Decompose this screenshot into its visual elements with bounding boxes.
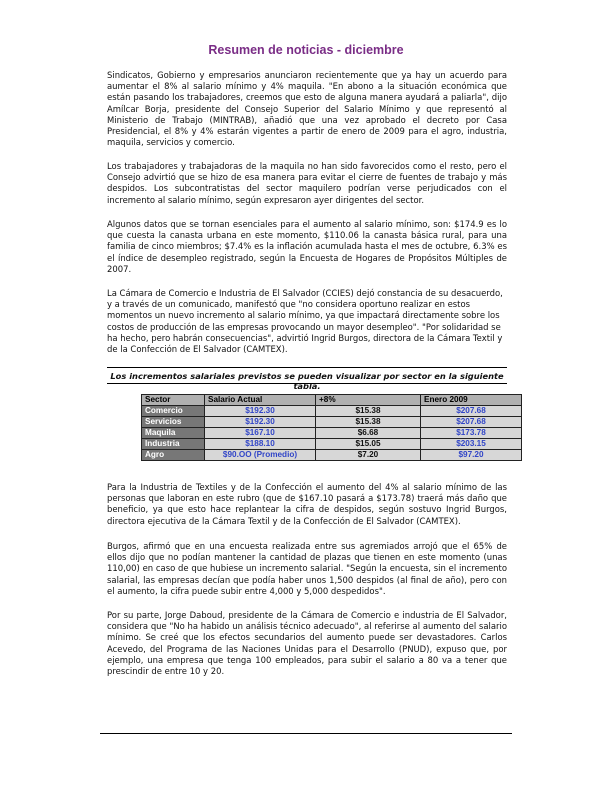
enero-2009-cell: $173.78 — [421, 428, 522, 439]
salario-actual-cell: $192.30 — [205, 406, 316, 417]
sector-cell: Agro — [142, 450, 205, 461]
footer-divider — [100, 733, 512, 734]
increment-cell: $15.38 — [316, 406, 421, 417]
table-row — [142, 417, 522, 428]
sector-cell: Comercio — [142, 406, 205, 417]
table-row — [142, 450, 522, 461]
paragraph-maquila: Los trabajadores y trabajadoras de la maquila no han sido favorecidos como el resto, pero el Consejo advirtió que se hizo de esa manera para evitar el cierre de fuentes de trabajo y más despidos. Los subcontratistas del sector maquilero podrían verse perjudicados con el incremento al salario mínimo, según expresaron ayer dirigentes del sector. — [107, 161, 507, 205]
salario-actual-cell: $167.10 — [205, 428, 316, 439]
table-row — [142, 428, 522, 439]
column-header: Enero 2009 — [421, 395, 522, 406]
enero-2009-cell: $207.68 — [421, 417, 522, 428]
divider-top — [107, 367, 507, 368]
column-header: Salario Actual — [205, 395, 316, 406]
salary-table — [141, 394, 522, 461]
increment-cell: $15.05 — [316, 439, 421, 450]
salario-actual-cell: $90.OO (Promedio) — [205, 450, 316, 461]
sector-cell: Maquila — [142, 428, 205, 439]
paragraph-ccies: La Cámara de Comercio e Industria de El Salvador (CCIES) dejó constancia de su desacuerdo, y a través de un comunicado, manifestó que "no considera oportuno realizar en estos momentos un nuevo incremento al salario mínimo, ya que impactará directamente sobre los costos de producción de las empresas provocando un mayor desempleo". "Por solidaridad se ha hecho, pero habrán consecuencias", advirtió Ingrid Burgos, directora de la Cámara Textil y de la Confección de El Salvador (CAMTEX). — [107, 288, 503, 355]
salario-actual-cell: $188.10 — [205, 439, 316, 450]
paragraph-acuerdo: Sindicatos, Gobierno y empresarios anunciaron recientemente que ya hay un acuerdo para aumentar el 8% al salario mínimo y 4% maquila. "En abono a la situación económica que están pasando los trabajadores, creemos que esto de alguna manera ayudará a paliarla", dijo Amílcar Borja, presidente del Consejo Superior del Salario Mínimo y que representó al Ministerio de Trabajo (MINTRAB), añadió que una vez aprobado el decreto por Casa Presidencial, el 8% y 4% estarán vigentes a partir de enero de 2009 para el agro, industria, maquila, servicios y comercio. — [107, 70, 507, 148]
sector-cell: Industria — [142, 439, 205, 450]
increment-cell: $7.20 — [316, 450, 421, 461]
enero-2009-cell: $207.68 — [421, 406, 522, 417]
sector-cell: Servicios — [142, 417, 205, 428]
table-header-row — [142, 395, 522, 406]
salario-actual-cell: $192.30 — [205, 417, 316, 428]
paragraph-daboud: Por su parte, Jorge Daboud, presidente de la Cámara de Comercio e industria de El Salvador, considera que "No ha habido un análisis técnico adecuado", al referirse al aumento del salario mínimo. Se creé que los efectos secundarios del aumento puede ser devastadores. Carlos Acevedo, del Programa de las Naciones Unidas para el Desarrollo (PNUD), expuso que, por ejemplo, una empresa que tenga 100 empleados, para subir el salario a 80 va a tener que prescindir de entre 10 y 20. — [107, 610, 507, 677]
paragraph-datos: Algunos datos que se tornan esenciales para el aumento al salario mínimo, son: $174.9 es lo que cuesta la canasta urbana en este momento, $110.06 la canasta básica rural, para una familia de cinco miembros; $7.4% es la inflación acumulada hasta el mes de octubre, 6.3% es el índice de desempleo registrado, según la Encuesta de Hogares de Propósitos Múltiples de 2007. — [107, 219, 507, 274]
enero-2009-cell: $203.15 — [421, 439, 522, 450]
column-header: +8% — [316, 395, 421, 406]
table-row — [142, 439, 522, 450]
paragraph-encuesta: Burgos, afirmó que en una encuesta realizada entre sus agremiados arrojó que el 65% de ellos dijo que no podían mantener la cantidad de plazas que tienen en este momento (unas 110,00) en caso de que hubiese un incremento salarial. "Según la encuesta, sin el incremento salarial, las empresas decían que podía haber unos 1,500 despidos (al final de año), pero con el aumento, la cifra puede subir entre 4,000 y 5,000 despedidos". — [107, 541, 507, 596]
paragraph-textiles: Para la Industria de Textiles y de la Confección el aumento del 4% al salario mínimo de las personas que laboran en este rubro (que de $167.10 pasará a $173.78) traerá más daño que beneficio, ya que esto hace replantear la cifra de despidos, según sostuvo Ingrid Burgos, directora ejecutiva de la Cámara Textil y de la Confección de El Salvador (CAMTEX). — [107, 482, 507, 526]
table-row — [142, 406, 522, 417]
page-title: Resumen de noticias - diciembre — [208, 43, 404, 57]
column-header: Sector — [142, 395, 205, 406]
table-caption: Los incrementos salariales previstos se pueden visualizar por sector en la siguiente tabla. — [110, 371, 504, 391]
increment-cell: $6.68 — [316, 428, 421, 439]
divider-bottom — [107, 383, 507, 384]
enero-2009-cell: $97.20 — [421, 450, 522, 461]
increment-cell: $15.38 — [316, 417, 421, 428]
